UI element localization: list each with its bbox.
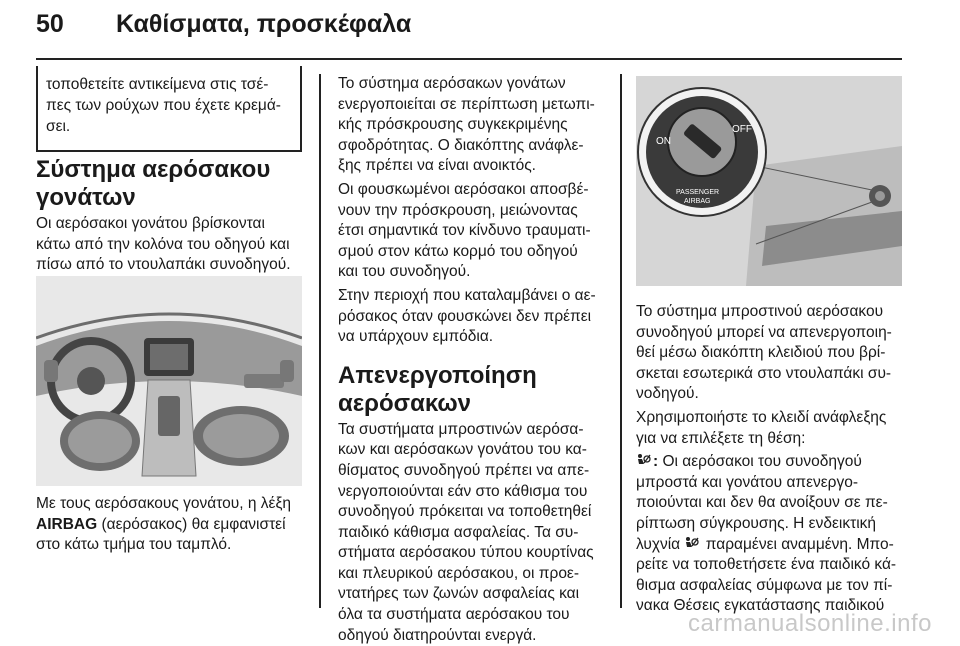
warning-notice-box [36,66,302,152]
column-left [36,156,302,276]
airbag-off-indicator-icon [684,536,699,551]
on-label: ON [656,136,671,147]
passenger-airbag-switch-text: Το σύστημα μπροστινού αερόσακου συνοδηγού μπορεί να απενεργοποιη- θεί μέσω διακόπτη κλειδιού που βρί- σκεται εσωτερικά στο ντουλαπάκι συ- νοδηγού. [636,303,892,403]
airbag-bold-word: AIRBAG [36,515,98,533]
knee-airbag-location-text: Οι αερόσακοι γονάτου βρίσκονται κάτω από την κολόνα του οδηγού και πίσω από το ντουλαπάκι συνοδηγού. [36,215,291,274]
obstruction-warning-text: Στην περιοχή που καταλαμβάνει ο αε- ρόσακος όταν φουσκώνει δεν πρέπει να υπάρχουν εμπόδια. [338,286,596,346]
column-middle [338,74,608,646]
airbag-off-icon [636,453,651,468]
ignition-key-text: Χρησιμοποιήστε το κλειδί ανάφλεξης για να επιλέξετε τη θέση: [636,408,887,447]
column-right [636,302,902,617]
watermark: carmanualsonline.info [688,610,932,637]
section-heading-airbag-deactivation: Απενεργοποίηση αερόσακων [338,361,537,417]
airbag-off-position-text: : Οι αερόσακοι του συνοδηγού μπροστά και γονάτου απενεργο- ποιούνται και δεν θα ανοίξουν σε πε- ρίπτωση σύγκρουσης. Η ενδεικτική λυχνία παραμένει αναμμένη. Μπο- ρείτε να τοποθετήσετε ένα παιδικό κά- θισμα ασφαλείας σύμφωνα με τον πί- νακα Θέσεις εγκατάστασης παιδικού [636,453,897,615]
knee-airbag-label-text: Με τους αερόσακους γονάτου, η λέξη AIRBAG (αερόσακος) θα εμφανιστεί στο κάτω τμήμα του ταμπλό. [36,495,292,554]
page-number: 50 [36,10,64,38]
dashboard-knee-airbag-illustration [36,276,302,486]
column-divider-1 [319,74,321,608]
column-divider-2 [620,74,622,608]
inflated-airbag-text: Οι φουσκωμένοι αερόσακοι αποσβέ- νουν την πρόσκρουση, μειώνοντας έτσι σημαντικά τον κίνδυνο τραυματι- σμού στον κάτω κορμό του οδηγού και του συνοδηγού. [338,180,591,281]
section-heading-knee-airbag: Σύστημα αερόσακου γονάτων [36,156,271,211]
passenger-airbag-switch-illustration [636,76,902,286]
page-title: Καθίσματα, προσκέφαλα [116,10,412,38]
header-rule [36,58,902,60]
knee-airbag-activation-text: Το σύστημα αερόσακων γονάτων ενεργοποιείται σε περίπτωση μετωπι- κής πρόσκρουσης συγκεκριμένης σφοδρότητας. Ο διακόπτης ανάφλε- ξης πρέπει να είναι ανοικτός. [338,75,595,175]
airbag-label: AIRBAG [684,198,711,205]
deactivation-text: Τα συστήματα μπροστινών αερόσα- κων και αερόσακων γονάτου του κα- θίσματος συνοδηγού πρέπει να απε- νεργοποιούνται εάν στο κάθισμα του συνοδηγού πρόκειται να τοποθετηθεί παιδικό κάθισμα ασφαλείας. Τα συ- στήματα αερόσακου τύπου κουρτίνας και πλευρικού αερόσακου, οι προε- ντατήρες των ζωνών ασφαλείας και όλα τα συστήματα αερόσακου του οδηγού διατηρούνται ενεργά. [338,420,594,644]
passenger-label: PASSENGER [676,189,720,196]
notice-text: τοποθετείτε αντικείμενα στις τσέ- πες των ρούχων που έχετε κρεμά- σει. [46,76,281,135]
off-label: OFF [732,124,752,135]
